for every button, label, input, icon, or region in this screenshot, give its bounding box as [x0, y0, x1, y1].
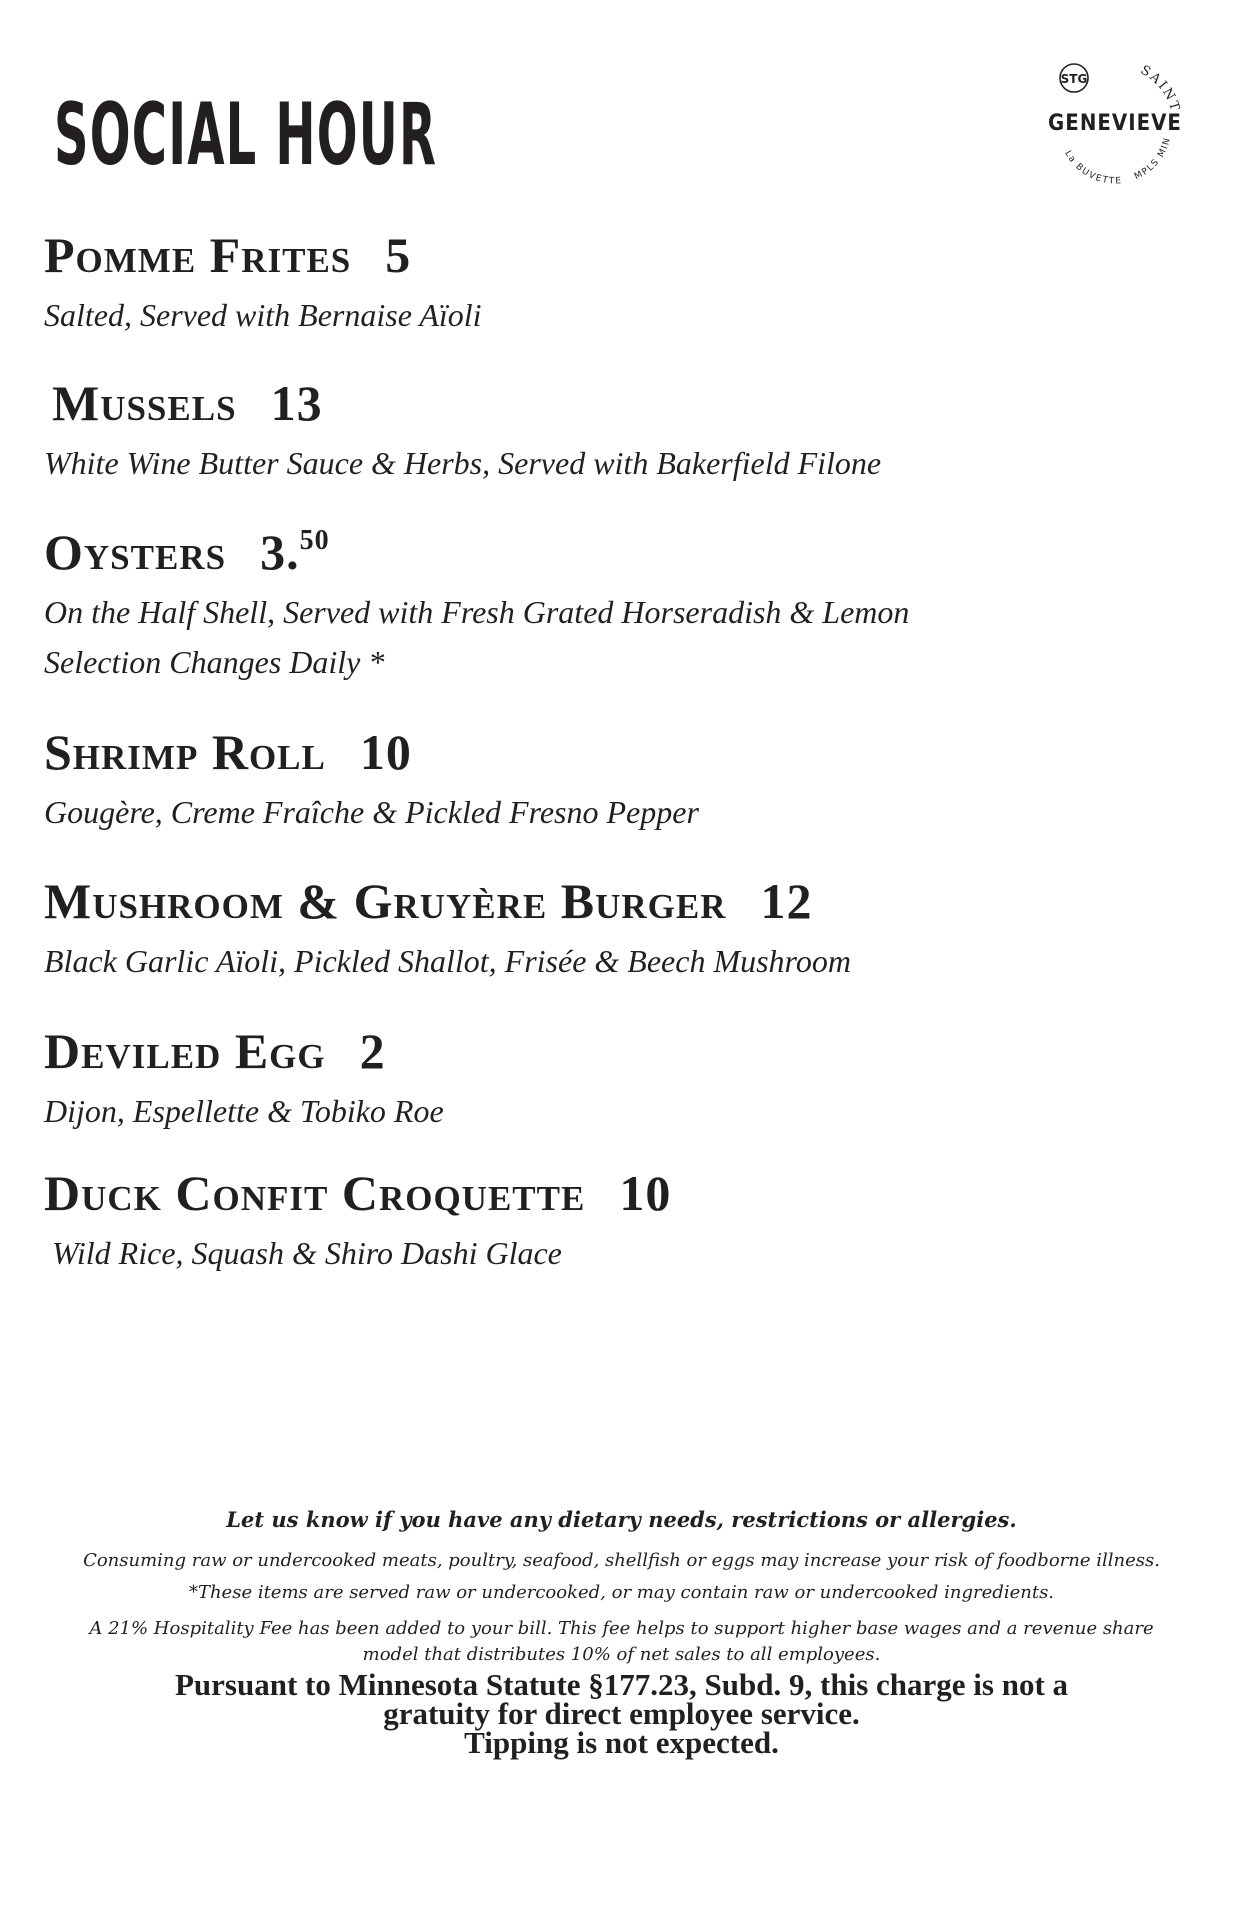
item-heading [52, 375, 881, 431]
statute-line-1: Pursuant to Minnesota Statute §177.23, Subd. 9, this charge is not a [174, 1667, 1069, 1702]
logo-word-bottom-right: MPLS MIN [1133, 135, 1174, 183]
item-description: On the Half Shell, Served with Fresh Grated Horseradish & Lemon [44, 594, 910, 630]
item-name: Duck Confit Croquette [44, 1165, 586, 1221]
item-heading [44, 1023, 444, 1079]
item-heading [44, 227, 482, 283]
menu-item [44, 1165, 672, 1278]
statute-line-3: Tipping is not expected. [464, 1725, 779, 1760]
menu-item [44, 227, 482, 340]
item-price [260, 524, 330, 580]
item-description-line-2: Selection Changes Daily * [44, 644, 385, 680]
item-heading [44, 873, 851, 929]
item-description: White Wine Butter Sauce & Herbs, Served with Bakerfield Filone [44, 445, 882, 481]
item-name: Shrimp Roll [44, 724, 326, 780]
logo-seal [1040, 50, 1190, 200]
page-title: SOCIAL HOUR [54, 85, 438, 185]
price-main: 3. [260, 524, 300, 580]
item-description: Gougère, Creme Fraîche & Pickled Fresno Pepper [44, 794, 699, 830]
item-name: Oysters [44, 524, 227, 580]
item-price: 2 [359, 1023, 386, 1079]
item-heading [44, 524, 909, 580]
item-description: Wild Rice, Squash & Shiro Dashi Glace [52, 1235, 562, 1271]
menu-item [44, 524, 910, 687]
menu-item [44, 1023, 444, 1136]
item-description: Salted, Served with Bernaise Aïoli [44, 297, 482, 333]
item-price: 5 [385, 227, 412, 283]
logo-word-bottom-left: La BUVETTE [1062, 149, 1123, 187]
raw-items-note: *These items are served raw or undercooked, or may contain raw or undercooked ingredients. [188, 1582, 1055, 1603]
statute-line-2: gratuity for direct employee service. [383, 1696, 860, 1731]
item-name: Deviled Egg [44, 1023, 326, 1079]
menu-item [44, 873, 851, 986]
item-price: 12 [760, 873, 813, 929]
allergy-note: Let us know if you have any dietary needs, restrictions or allergies. [226, 1507, 1017, 1532]
item-price: 10 [619, 1165, 672, 1221]
item-name: Mushroom & Gruyère Burger [44, 873, 727, 929]
item-description: Black Garlic Aïoli, Pickled Shallot, Frisée & Beech Mushroom [44, 943, 851, 979]
menu-item [44, 375, 882, 488]
price-superscript: 50 [299, 525, 330, 556]
hospitality-fee-note: A 21% Hospitality Fee has been added to your bill. This fee helps to support higher base wages and a revenue share model that distributes 10% of net sales to all employees. [89, 1618, 1154, 1665]
item-heading [44, 1165, 672, 1221]
raw-food-warning: Consuming raw or undercooked meats, poultry, seafood, shellfish or eggs may increase your risk of foodborne illness. [83, 1550, 1160, 1571]
item-name: Pomme Frites [44, 227, 352, 283]
logo-word-top: SAINT [1137, 62, 1183, 115]
saint-genevieve-logo [1040, 50, 1190, 200]
item-name: Mussels [52, 375, 237, 431]
item-heading [44, 724, 699, 780]
logo-monogram: STG [1060, 72, 1088, 86]
item-price: 13 [270, 375, 323, 431]
menu-footer [40, 1507, 1203, 1760]
logo-word-main: GENEVIEVE [1048, 111, 1182, 136]
item-description: Dijon, Espellette & Tobiko Roe [44, 1093, 444, 1129]
menu-item [44, 724, 699, 837]
item-price: 10 [359, 724, 412, 780]
